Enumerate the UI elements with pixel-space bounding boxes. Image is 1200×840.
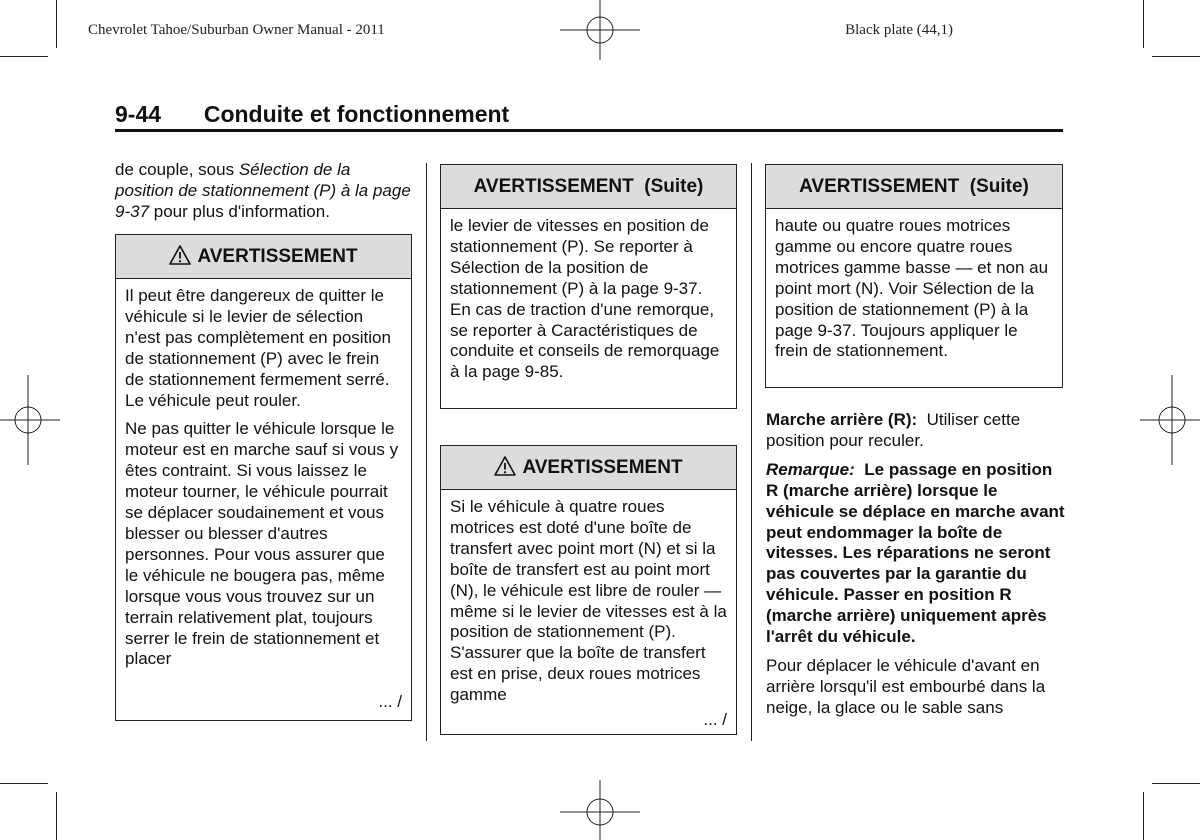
section-heading: [115, 101, 509, 128]
warning-paragraph-1: Il peut être dangereux de quitter le véhicule si le levier de sélection n'est pas complètement en position de stationnement (P) avec le frein de stationnement fermement serré. Le véhicule peut rouler.: [125, 286, 391, 410]
warning-continued-text: le levier de vitesses en position de stationnement (P). Se reporter à Sélection de la position de stationnement (P) à la page 9-37. En cas de traction d'une remorque, se reporter à Caractéristiques de conduite et conseils de remorquage à la page 9-85.: [450, 216, 720, 382]
plate-label: Black plate (44,1): [845, 22, 953, 38]
registration-mark-top: [560, 0, 640, 62]
column-divider-1: [426, 163, 427, 741]
cross-reference-link: Caractéristiques de conduite et conseils de remorquage à la page 9-85: [450, 320, 720, 382]
reverse-paragraph: Marche arrière (R): Utiliser cette position pour reculer.: [766, 410, 1021, 450]
note-label: Remarque:: [766, 459, 855, 479]
warning-continued-header: AVERTISSEMENT (Suite): [766, 165, 1062, 209]
warning-triangle-icon: [169, 245, 191, 265]
final-paragraph: Pour déplacer le véhicule d'avant en arrière lorsqu'il est embourbé dans la neige, la glace ou le sable sans: [766, 655, 1046, 717]
registration-mark-bottom: [560, 780, 640, 840]
warning-paragraph: Si le véhicule à quatre roues motrices est doté d'une boîte de transfert avec point mort (N) et si la boîte de transfert est au point mort (N), le véhicule est libre de rouler — même si le levier de vitesses est à la position de stationnement (P). S'assurer que la boîte de transfert est en prise, deux roues motrices gamme: [450, 497, 727, 705]
heading-rule: [115, 129, 1063, 132]
warning-triangle-icon: [494, 456, 516, 476]
warning-continued-box-2: [765, 164, 1063, 388]
warning-box-header: [441, 446, 736, 490]
warning-title: AVERTISSEMENT: [522, 457, 683, 478]
note-text: Le passage en position R (marche arrière) lorsque le véhicule se déplace en marche avant peut endommager la boîte de vitesses. Les réparations ne seront pas couvertes par la garantie du véhicule. Passer en position R (marche arrière) uniquement après l'arrêt du véhicule.: [766, 459, 1065, 647]
registration-mark-right: [1140, 375, 1200, 465]
column-1: [115, 160, 413, 231]
registration-mark-left: [0, 375, 60, 465]
cross-reference-link: Sélection de la position de stationnement (P) à la page 9-37: [775, 278, 1034, 340]
cross-reference-link: Sélection de la position de stationnement (P) à la page 9-37: [450, 257, 698, 298]
warning-continued-box-1: [440, 164, 737, 409]
warning-continued-header: AVERTISSEMENT (Suite): [441, 165, 736, 209]
continued-marker: ... /: [378, 692, 402, 712]
warning-box-2: [440, 445, 737, 735]
column-divider-2: [751, 163, 752, 741]
intro-paragraph: de couple, sous Sélection de la position de stationnement (P) à la page 9-37 pour plus d'information.: [115, 160, 411, 221]
column-3-text: [766, 410, 1066, 727]
warning-continued-text: haute ou quatre roues motrices gamme ou encore quatre roues motrices gamme basse — et non au point mort (N). Voir Sélection de la position de stationnement (P) à la page 9-37. Toujours appliquer le frein de stationnement.: [775, 216, 1049, 361]
page-number: 9-44: [115, 101, 162, 127]
note-paragraph: [766, 460, 1066, 648]
warning-box-header: [116, 235, 411, 279]
warning-box-1: [115, 234, 412, 721]
reverse-label: Marche arrière (R):: [766, 410, 918, 429]
continued-marker: ... /: [703, 710, 727, 730]
section-title: Conduite et fonctionnement: [203, 101, 510, 127]
manual-title: Chevrolet Tahoe/Suburban Owner Manual - 2011: [88, 22, 385, 38]
warning-paragraph-2: Ne pas quitter le véhicule lorsque le moteur est en marche sauf si vous y êtes contraint. Si vous laissez le moteur tourner, le véhicule pourrait se déplacer soudainement et vous blesser ou blesser d'autres personnes. Pour vous assurer que le véhicule ne bougera pas, même lorsque vous vous trouvez sur un terrain relativement plat, toujours serrer le frein de stationnement et placer: [125, 419, 399, 669]
cross-reference-link: Sélection de la position de stationnement (P) à la page 9-37: [115, 160, 411, 221]
warning-title: AVERTISSEMENT: [197, 246, 358, 267]
